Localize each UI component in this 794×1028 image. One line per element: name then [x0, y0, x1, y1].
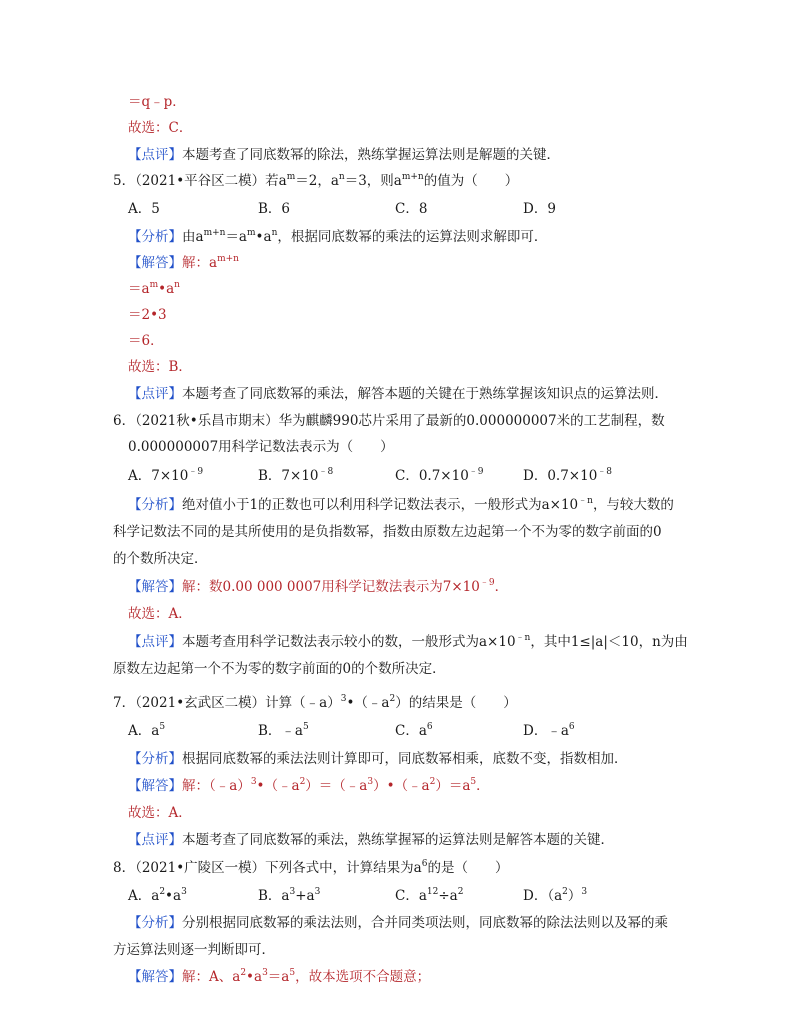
- sup: 6: [568, 722, 575, 732]
- q6-analysis-line1: [128, 494, 674, 516]
- sup: 5: [289, 968, 296, 978]
- sup: 3: [367, 777, 374, 787]
- text: A．a: [128, 723, 160, 739]
- text: ＝q﹣p．: [128, 94, 186, 110]
- sup: 2: [429, 777, 436, 787]
- text: C．a: [395, 888, 427, 904]
- text: ）＝（﹣a: [305, 778, 368, 794]
- q6-choice: [128, 603, 192, 625]
- text: 6．（2021秋•乐昌市期末）华为麒麟990芯片采用了最新的0.000000007米的工艺制程，数: [113, 413, 665, 429]
- previous-choice-line: [128, 117, 192, 139]
- comment-tag: 【点评】: [128, 634, 182, 650]
- sup: m: [149, 280, 159, 290]
- text: 由a: [182, 229, 204, 245]
- comment-tag: 【点评】: [128, 832, 182, 848]
- text: 故选：B．: [128, 359, 192, 375]
- text: 本题考查了同底数幂的乘法，解答本题的关键在于熟练掌握该知识点的运算法则．: [182, 386, 668, 402]
- text: ）: [567, 888, 582, 904]
- previous-result-line: [128, 91, 186, 113]
- sup: ﹣9: [188, 467, 204, 477]
- text: ．: [494, 579, 509, 595]
- q5-choice: [128, 356, 192, 378]
- sup: 3: [262, 968, 268, 978]
- q7-option-c: [395, 720, 433, 742]
- q5-comment: [128, 383, 668, 405]
- q5-answer: [128, 252, 239, 274]
- text: ，根据同底数幂的乘法的运算法则求解即可．: [277, 229, 548, 245]
- text: 解：数0.00 000 0007用科学记数法表示为7×10: [182, 579, 480, 595]
- text: A．7×10: [128, 468, 189, 484]
- sup: 2: [240, 968, 247, 978]
- q7-option-b: [258, 720, 309, 742]
- sup: m: [247, 228, 256, 238]
- q7-option-d: [523, 720, 575, 742]
- q8-analysis-line2: [113, 939, 275, 961]
- text: C．a: [395, 723, 427, 739]
- text: ，其中1≤|a|＜10，n为由: [530, 634, 688, 650]
- sup: 12: [426, 887, 439, 897]
- previous-comment-line: [128, 144, 560, 166]
- text: 科学记数法不同的是其所使用的是负指数幂，指数由原数左边起第一个不为零的数字前面的0: [113, 524, 662, 540]
- q5-analysis: [128, 226, 547, 248]
- text: B．a: [258, 888, 290, 904]
- question-5-stem: [113, 170, 518, 192]
- q6-option-d: [523, 465, 612, 487]
- sup: m+n: [203, 228, 226, 238]
- sup: ﹣9: [479, 578, 495, 588]
- q8-analysis-line1: [128, 912, 668, 934]
- text: ＝2•3: [128, 307, 167, 323]
- q6-option-c: [395, 465, 484, 487]
- question-6-stem-line2: [128, 436, 394, 458]
- text: 原数左边起第一个不为零的数字前面的0的个数所决定．: [113, 661, 446, 677]
- text: •a: [158, 281, 175, 297]
- text: ，与较大数的: [592, 497, 674, 513]
- q7-comment: [128, 829, 614, 851]
- question-8-stem: [113, 857, 508, 879]
- sup: ﹣8: [318, 467, 334, 477]
- text: C．8: [395, 201, 428, 217]
- analysis-tag: 【分析】: [128, 751, 182, 767]
- text: •（﹣a: [346, 695, 390, 711]
- text: ＝2，a: [295, 173, 339, 189]
- q6-comment-line2: [113, 658, 446, 680]
- sup: 6: [426, 722, 433, 732]
- text: 0.000000007用科学记数法表示为（ ）: [128, 439, 394, 455]
- question-6-stem-line1: [113, 410, 665, 432]
- comment-tag: 【点评】: [128, 386, 182, 402]
- sup: 2: [159, 887, 166, 897]
- sup: 3: [340, 694, 347, 704]
- text: ÷a: [438, 888, 458, 904]
- sup: 2: [457, 887, 464, 897]
- sup: 2: [562, 887, 568, 897]
- text: 绝对值小于1的正数也可以利用科学记数法表示，一般形式为a×10: [182, 497, 579, 513]
- text: 的是（ ）: [427, 860, 509, 876]
- text: ）的结果是（ ）: [395, 695, 517, 711]
- sup: n: [338, 172, 345, 182]
- text: 分别根据同底数幂的乘法法则，合并同类项法则，同底数幂的除法法则以及幂的乘: [182, 915, 668, 931]
- text: 根据同底数幂的乘法法则计算即可，同底数幂相乘，底数不变，指数相加．: [182, 751, 628, 767]
- q6-option-a: [128, 465, 203, 487]
- text: 解：a: [182, 255, 218, 271]
- sup: 3: [250, 777, 257, 787]
- analysis-tag: 【分析】: [128, 229, 182, 245]
- text: 本题考查用科学记数法表示较小的数，一般形式为a×10: [182, 634, 516, 650]
- sup: ﹣n: [578, 496, 593, 506]
- text: •a: [255, 229, 272, 245]
- q5-step-1: [128, 278, 180, 300]
- sup: 5: [470, 777, 477, 787]
- text: ＝a: [225, 229, 247, 245]
- text: 8．（2021•广陵区一模）下列各式中，计算结果为a: [113, 860, 422, 876]
- text: •a: [246, 969, 263, 985]
- sup: ﹣n: [515, 633, 531, 643]
- text: 方运算法则逐一判断即可．: [113, 942, 275, 958]
- sup: 2: [299, 777, 306, 787]
- q5-option-d: [523, 198, 556, 220]
- answer-tag: 【解答】: [128, 969, 182, 985]
- sup: ﹣9: [468, 467, 484, 477]
- q7-answer: [128, 775, 490, 797]
- text: 解：（﹣a）: [182, 778, 251, 794]
- text: D．9: [523, 201, 556, 217]
- answer-tag: 【解答】: [128, 778, 182, 794]
- analysis-tag: 【分析】: [128, 915, 182, 931]
- text: 故选：C．: [128, 120, 193, 136]
- sup: 2: [389, 694, 396, 704]
- text: ．: [476, 778, 490, 794]
- sup: 3: [289, 887, 296, 897]
- q5-option-c: [395, 198, 427, 220]
- text: ＝6．: [128, 333, 164, 349]
- text: A．5: [128, 201, 160, 217]
- sup: m: [286, 172, 296, 182]
- sup: m+n: [401, 172, 424, 182]
- text: +a: [295, 888, 315, 904]
- text: 的个数所决定．: [113, 551, 208, 567]
- text: D．（a: [523, 888, 563, 904]
- comment-tag: 【点评】: [128, 147, 182, 163]
- text: 故选：A．: [128, 606, 192, 622]
- q5-step-2: [128, 304, 167, 326]
- q6-option-b: [258, 465, 333, 487]
- text: B．﹣a: [258, 723, 303, 739]
- comment-text: 本题考查了同底数幂的除法，熟练掌握运算法则是解题的关键．: [182, 147, 560, 163]
- q5-step-3: [128, 330, 164, 352]
- text: ）＝a: [435, 778, 471, 794]
- text: B．6: [258, 201, 291, 217]
- q6-analysis-line3: [113, 548, 208, 570]
- sup: n: [174, 280, 180, 290]
- text: C．0.7×10: [395, 468, 469, 484]
- q8-option-d: [523, 885, 587, 907]
- q6-analysis-line2: [113, 521, 662, 543]
- text: 5．（2021•平谷区二模）若a: [113, 173, 287, 189]
- text: 解：A、a: [182, 969, 241, 985]
- text: A．a: [128, 888, 160, 904]
- q7-choice: [128, 802, 192, 824]
- text: •a: [165, 888, 182, 904]
- text: 本题考查了同底数幂的乘法，熟练掌握幂的运算法则是解答本题的关键．: [182, 832, 614, 848]
- sup: 3: [581, 887, 588, 897]
- q8-option-c: [395, 885, 463, 907]
- text: 的值为（ ）: [423, 173, 519, 189]
- answer-tag: 【解答】: [128, 255, 182, 271]
- answer-tag: 【解答】: [128, 579, 182, 595]
- question-7-stem: [113, 692, 517, 714]
- text: •（﹣a: [256, 778, 300, 794]
- text: ，故本选项不合题意；: [295, 969, 431, 985]
- sup: 6: [421, 859, 428, 869]
- text: D．0.7×10: [523, 468, 598, 484]
- text: B．7×10: [258, 468, 319, 484]
- q6-comment-line1: [128, 631, 688, 653]
- text: ＝a: [267, 969, 290, 985]
- analysis-tag: 【分析】: [128, 497, 182, 513]
- sup: 5: [159, 722, 166, 732]
- q8-option-a: [128, 885, 187, 907]
- q6-answer: [128, 576, 508, 598]
- q8-option-b: [258, 885, 320, 907]
- q7-option-a: [128, 720, 165, 742]
- q8-answer: [128, 966, 430, 988]
- q7-analysis: [128, 748, 628, 770]
- text: ＝a: [128, 281, 150, 297]
- text: 故选：A．: [128, 805, 192, 821]
- sup: ﹣8: [597, 467, 613, 477]
- text: D．﹣a: [523, 723, 569, 739]
- q5-option-a: [128, 198, 160, 220]
- sup: 3: [314, 887, 321, 897]
- sup: n: [271, 228, 278, 238]
- q5-option-b: [258, 198, 290, 220]
- sup: 5: [302, 722, 309, 732]
- text: 7．（2021•玄武区二模）计算（﹣a）: [113, 695, 341, 711]
- text: ＝3，则a: [344, 173, 402, 189]
- text: ）•（﹣a: [373, 778, 430, 794]
- sup: 3: [181, 887, 187, 897]
- sup: m+n: [217, 254, 239, 264]
